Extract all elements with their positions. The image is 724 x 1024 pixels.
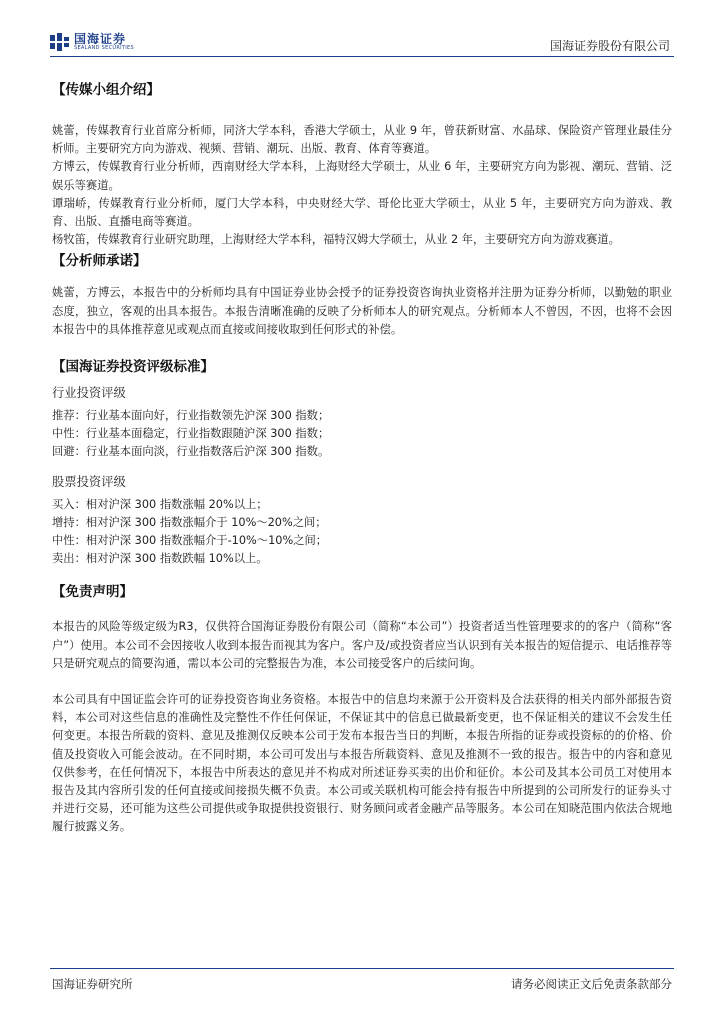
industry-rating-recommend: 推荐：行业基本面向好，行业指数领先沪深 300 指数； [52,409,330,423]
footer-divider [50,968,674,969]
analyst-bio-fang: 方博云，传媒教育行业分析师，西南财经大学本科，上海财经大学硕士，从业 6 年，主要研究方向为影视、潮玩、营销、泛娱乐等赛道。 [52,160,672,192]
industry-rating-subtitle: 行业投资评级 [52,386,126,401]
header-company-name: 国海证券股份有限公司 [549,39,670,53]
disclaimer-title: 【免责声明】 [52,584,133,601]
industry-rating-avoid: 回避：行业基本面向淡，行业指数落后沪深 300 指数。 [52,445,330,459]
media-team-title: 【传媒小组介绍】 [52,82,160,98]
sealand-logo-icon [50,33,70,51]
logo-chinese-name: 国海证券 [74,32,127,46]
header-divider [50,56,674,57]
stock-rating-neutral: 中性：相对沪深 300 指数涨幅介于-10%～10%之间； [52,534,328,548]
stock-rating-buy: 买入：相对沪深 300 指数涨幅 20%以上； [52,497,268,511]
stock-rating-subtitle: 股票投资评级 [52,474,126,489]
page-header [0,0,724,58]
disclaimer-body: 本公司具有中国证监会许可的证券投资咨询业务资格。本报告中的信息均来源于公开资料及合法获得的相关内部外部报告资料，本公司对这些信息的准确性及完整性不作任何保证，不保证其中的信息已做最新变更，也不保证相关的建议不会发生任何变更。本报告所载的资料、意见及推测仅反映本公司于发布本报告当日的判断，本报告所指的证券或投资标的的价格、价值及投资收入可能会波动。在不同时期，本公司可发出与本报告所载资料、意见及推测不一致的报告。报告中的内容和意见仅供参考，在任何情况下，本报告中所表达的意见并不构成对所述证券买卖的出价和征价。本公司及其本公司员工对使用本报告及其内容所引发的任何直接或间接损失概不负责。本公司或关联机构可能会持有报告中所提到的公司所发行的证券头寸并进行交易，还可能为这些公司提供或争取提供投资银行、财务顾问或者金融产品等服务。本公司在知晓范围内依法合规地履行披露义务。 [52,693,672,834]
analyst-bio-yao: 姚蕾，传媒教育行业首席分析师，同济大学本科，香港大学硕士，从业 9 年，曾获新财富、水晶球、保险资产管理业最佳分析师。主要研究方向为游戏、视频、营销、潮玩、出版、教育、体育等赛道。 [52,124,672,156]
footer-disclaimer-notice: 请务必阅读正文后免责条款部分 [511,977,672,991]
disclaimer-risk-level: 本报告的风险等级定级为R3，仅供符合国海证券股份有限公司（简称“本公司”）投资者适当性管理要求的的客户（简称“客户”）使用。本公司不会因接收人收到本报告而视其为客户。客户及/或投资者应当认识到有关本报告的短信提示、电话推荐等只是研究观点的简要沟通，需以本公司的完整报告为准，本公司接受客户的后续问询。 [52,620,672,670]
report-body [52,80,672,837]
analyst-commitment-text: 姚蕾，方博云，本报告中的分析师均具有中国证券业协会授予的证券投资咨询执业资格并注册为证券分析师，以勤勉的职业态度，独立，客观的出具本报告。本报告清晰准确的反映了分析师本人的研究观点。分析师本人不曾因，不因，也将不会因本报告中的具体推荐意见或观点而直接或间接收取到任何形式的补偿。 [52,286,672,336]
analyst-bio-yang: 杨牧笛，传媒教育行业研究助理，上海财经大学本科，福特汉姆大学硕士，从业 2 年，主要研究方向为游戏赛道。 [52,233,620,247]
logo-english-name: SEALAND SECURITIES [74,45,134,51]
analyst-bio-tan: 谭瑞峤，传媒教育行业分析师，厦门大学本科，中央财经大学、哥伦比亚大学硕士，从业 5 年，主要研究方向为游戏、教育、出版、直播电商等赛道。 [52,196,672,229]
rating-standard-title: 【国海证券投资评级标准】 [52,359,214,376]
stock-rating-sell: 卖出：相对沪深 300 指数跌幅 10%以上。 [52,552,268,566]
analyst-commitment-title: 【分析师承诺】 [52,253,147,270]
company-logo [50,33,134,51]
footer-institute: 国海证券研究所 [52,977,133,991]
stock-rating-overweight: 增持：相对沪深 300 指数涨幅介于 10%～20%之间； [52,515,327,529]
industry-rating-neutral: 中性：行业基本面稳定，行业指数跟随沪深 300 指数； [52,427,330,441]
